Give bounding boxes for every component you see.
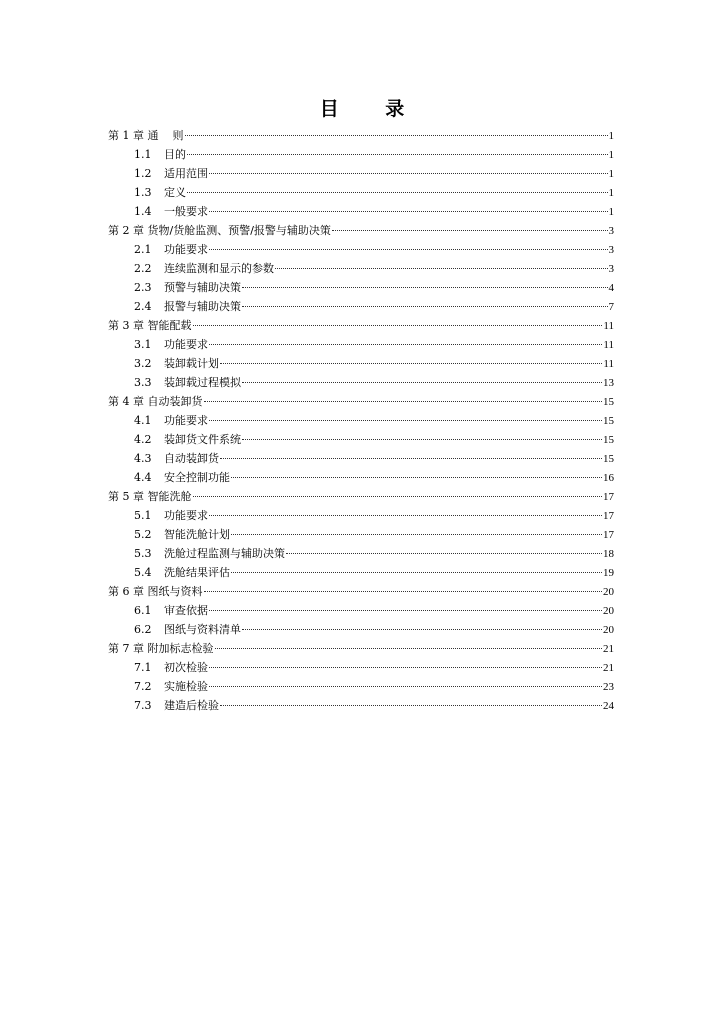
toc-dot-leader	[242, 439, 602, 440]
toc-entry-title: 自动装卸货	[164, 452, 219, 465]
toc-dot-leader	[209, 344, 602, 345]
toc-entry-title: 洗舱结果评估	[164, 566, 230, 579]
toc-page-number: 21	[603, 662, 614, 674]
toc-section-entry[interactable]	[108, 620, 614, 639]
toc-dot-leader	[187, 192, 608, 193]
toc-entry-title: 自动装卸货	[147, 395, 203, 408]
toc-page-number: 18	[603, 548, 614, 560]
toc-entry-title: 目的	[164, 148, 186, 161]
toc-page-number: 11	[603, 339, 614, 351]
toc-dot-leader	[209, 610, 602, 611]
toc-chapter-entry[interactable]	[108, 316, 614, 335]
toc-page-number: 15	[603, 415, 614, 427]
toc-entry-title: 功能要求	[164, 509, 208, 522]
toc-dot-leader	[209, 249, 608, 250]
toc-entry-title: 附加标志检验	[147, 642, 214, 655]
toc-section-entry[interactable]	[108, 544, 614, 563]
toc-dot-leader	[220, 705, 602, 706]
toc-dot-leader	[231, 477, 602, 478]
toc-entry-number: 5.2	[134, 528, 152, 541]
toc-chapter-entry[interactable]	[108, 392, 614, 411]
toc-entry-title: 预警与辅助决策	[164, 281, 241, 294]
toc-page-number: 21	[603, 643, 614, 655]
toc-dot-leader	[242, 629, 602, 630]
toc-entry-title: 图纸与资料	[147, 585, 203, 598]
toc-entry-number: 6.1	[134, 604, 152, 617]
toc-page-number: 1	[608, 149, 614, 161]
toc-dot-leader	[242, 306, 608, 307]
toc-dot-leader	[209, 173, 608, 174]
toc-entry-number: 7.1	[134, 661, 152, 674]
toc-dot-leader	[220, 458, 602, 459]
toc-entry-title: 洗舱过程监测与辅助决策	[164, 547, 285, 560]
toc-entry-title: 实施检验	[164, 680, 208, 693]
table-of-contents	[108, 126, 614, 715]
toc-entry-number: 4.2	[134, 433, 152, 446]
toc-entry-number: 1.3	[134, 186, 152, 199]
toc-entry-title: 图纸与资料清单	[164, 623, 241, 636]
toc-entry-title: 智能配载	[147, 319, 192, 332]
toc-dot-leader	[275, 268, 608, 269]
toc-entry-number: 第 2 章	[108, 224, 144, 237]
toc-entry-title: 装卸货文件系统	[164, 433, 241, 446]
toc-page-number: 20	[603, 605, 614, 617]
toc-entry-title: 装卸载计划	[164, 357, 219, 370]
toc-section-entry[interactable]	[108, 145, 614, 164]
toc-page-number: 13	[603, 377, 614, 389]
toc-entry-number: 6.2	[134, 623, 152, 636]
toc-entry-number: 2.4	[134, 300, 152, 313]
toc-section-entry[interactable]	[108, 449, 614, 468]
toc-dot-leader	[185, 135, 608, 136]
toc-section-entry[interactable]	[108, 696, 614, 715]
toc-dot-leader	[209, 686, 602, 687]
toc-page-number: 11	[603, 320, 614, 332]
toc-entry-number: 4.4	[134, 471, 152, 484]
toc-dot-leader	[193, 325, 603, 326]
toc-section-entry[interactable]	[108, 164, 614, 183]
toc-section-entry[interactable]	[108, 411, 614, 430]
toc-page-number: 1	[608, 168, 614, 180]
toc-entry-title: 智能洗舱计划	[164, 528, 230, 541]
toc-section-entry[interactable]	[108, 601, 614, 620]
toc-dot-leader	[215, 648, 603, 649]
toc-page-number: 15	[603, 396, 614, 408]
toc-entry-number: 3.3	[134, 376, 152, 389]
toc-section-entry[interactable]	[108, 278, 614, 297]
toc-dot-leader	[332, 230, 608, 231]
toc-entry-title: 建造后检验	[164, 699, 219, 712]
toc-entry-number: 第 5 章	[108, 490, 144, 503]
toc-page-number: 3	[608, 225, 614, 237]
toc-entry-title: 连续监测和显示的参数	[164, 262, 274, 275]
toc-dot-leader	[204, 591, 603, 592]
toc-page-number: 23	[603, 681, 614, 693]
toc-entry-number: 1.4	[134, 205, 152, 218]
toc-entry-title: 货物/货舱监测、预警/报警与辅助决策	[147, 224, 331, 237]
toc-page-number: 20	[603, 586, 614, 598]
toc-page-number: 15	[603, 453, 614, 465]
toc-entry-number: 3.1	[134, 338, 152, 351]
toc-section-entry[interactable]	[108, 658, 614, 677]
toc-section-entry[interactable]	[108, 677, 614, 696]
toc-page-number: 24	[603, 700, 614, 712]
toc-dot-leader	[209, 515, 602, 516]
toc-entry-number: 1.1	[134, 148, 152, 161]
toc-entry-number: 2.3	[134, 281, 152, 294]
toc-entry-title: 功能要求	[164, 338, 208, 351]
toc-page-number: 1	[608, 206, 614, 218]
toc-entry-title: 一般要求	[164, 205, 208, 218]
toc-entry-number: 3.2	[134, 357, 152, 370]
toc-section-entry[interactable]	[108, 183, 614, 202]
toc-entry-number: 1.2	[134, 167, 152, 180]
toc-entry-title: 初次检验	[164, 661, 208, 674]
toc-dot-leader	[242, 382, 602, 383]
toc-entry-title: 功能要求	[164, 243, 208, 256]
toc-entry-title: 审查依据	[164, 604, 208, 617]
toc-chapter-entry[interactable]	[108, 487, 614, 506]
toc-entry-title: 智能洗舱	[147, 490, 192, 503]
toc-page-number: 16	[603, 472, 614, 484]
toc-entry-number: 4.3	[134, 452, 152, 465]
toc-entry-title: 通 则	[147, 129, 184, 142]
toc-chapter-entry[interactable]	[108, 639, 614, 658]
toc-section-entry[interactable]	[108, 202, 614, 221]
toc-page-number: 1	[608, 130, 614, 142]
toc-section-entry[interactable]	[108, 430, 614, 449]
toc-dot-leader	[242, 287, 608, 288]
toc-entry-title: 功能要求	[164, 414, 208, 427]
toc-dot-leader	[204, 401, 603, 402]
toc-entry-number: 5.3	[134, 547, 152, 560]
toc-page-number: 17	[603, 491, 614, 503]
toc-entry-number: 第 4 章	[108, 395, 144, 408]
toc-entry-number: 2.2	[134, 262, 152, 275]
toc-page-number: 19	[603, 567, 614, 579]
toc-entry-number: 第 3 章	[108, 319, 144, 332]
toc-section-entry[interactable]	[108, 563, 614, 582]
toc-dot-leader	[220, 363, 602, 364]
toc-dot-leader	[286, 553, 602, 554]
toc-entry-number: 7.2	[134, 680, 152, 693]
toc-entry-title: 报警与辅助决策	[164, 300, 241, 313]
toc-section-entry[interactable]	[108, 506, 614, 525]
toc-section-entry[interactable]	[108, 373, 614, 392]
toc-entry-number: 5.4	[134, 566, 152, 579]
toc-page-number: 3	[608, 263, 614, 275]
toc-chapter-entry[interactable]	[108, 126, 614, 145]
toc-page-number: 17	[603, 529, 614, 541]
toc-entry-number: 第 7 章	[108, 642, 144, 655]
toc-dot-leader	[231, 534, 602, 535]
toc-section-entry[interactable]	[108, 240, 614, 259]
toc-entry-title: 适用范围	[164, 167, 208, 180]
toc-dot-leader	[209, 667, 602, 668]
toc-chapter-entry[interactable]	[108, 221, 614, 240]
toc-section-entry[interactable]	[108, 354, 614, 373]
toc-section-entry[interactable]	[108, 297, 614, 316]
toc-section-entry[interactable]	[108, 335, 614, 354]
toc-entry-title: 装卸载过程模拟	[164, 376, 241, 389]
toc-page-number: 7	[608, 301, 614, 313]
toc-page-number: 1	[608, 187, 614, 199]
toc-entry-title: 安全控制功能	[164, 471, 230, 484]
toc-dot-leader	[209, 420, 602, 421]
toc-page-number: 3	[608, 244, 614, 256]
toc-chapter-entry[interactable]	[108, 582, 614, 601]
toc-page-number: 20	[603, 624, 614, 636]
toc-section-entry[interactable]	[108, 468, 614, 487]
toc-page-number: 11	[603, 358, 614, 370]
toc-dot-leader	[231, 572, 602, 573]
toc-entry-number: 2.1	[134, 243, 152, 256]
toc-page-number: 17	[603, 510, 614, 522]
toc-entry-number: 4.1	[134, 414, 152, 427]
toc-dot-leader	[209, 211, 608, 212]
toc-entry-number: 第 1 章	[108, 129, 144, 142]
toc-dot-leader	[193, 496, 603, 497]
page-title: 目 录	[319, 98, 425, 120]
toc-entry-number: 5.1	[134, 509, 152, 522]
toc-entry-title: 定义	[164, 186, 186, 199]
toc-section-entry[interactable]	[108, 525, 614, 544]
toc-entry-number: 第 6 章	[108, 585, 144, 598]
toc-page-number: 15	[603, 434, 614, 446]
toc-page-number: 4	[608, 282, 614, 294]
toc-section-entry[interactable]	[108, 259, 614, 278]
toc-entry-number: 7.3	[134, 699, 152, 712]
toc-dot-leader	[187, 154, 608, 155]
